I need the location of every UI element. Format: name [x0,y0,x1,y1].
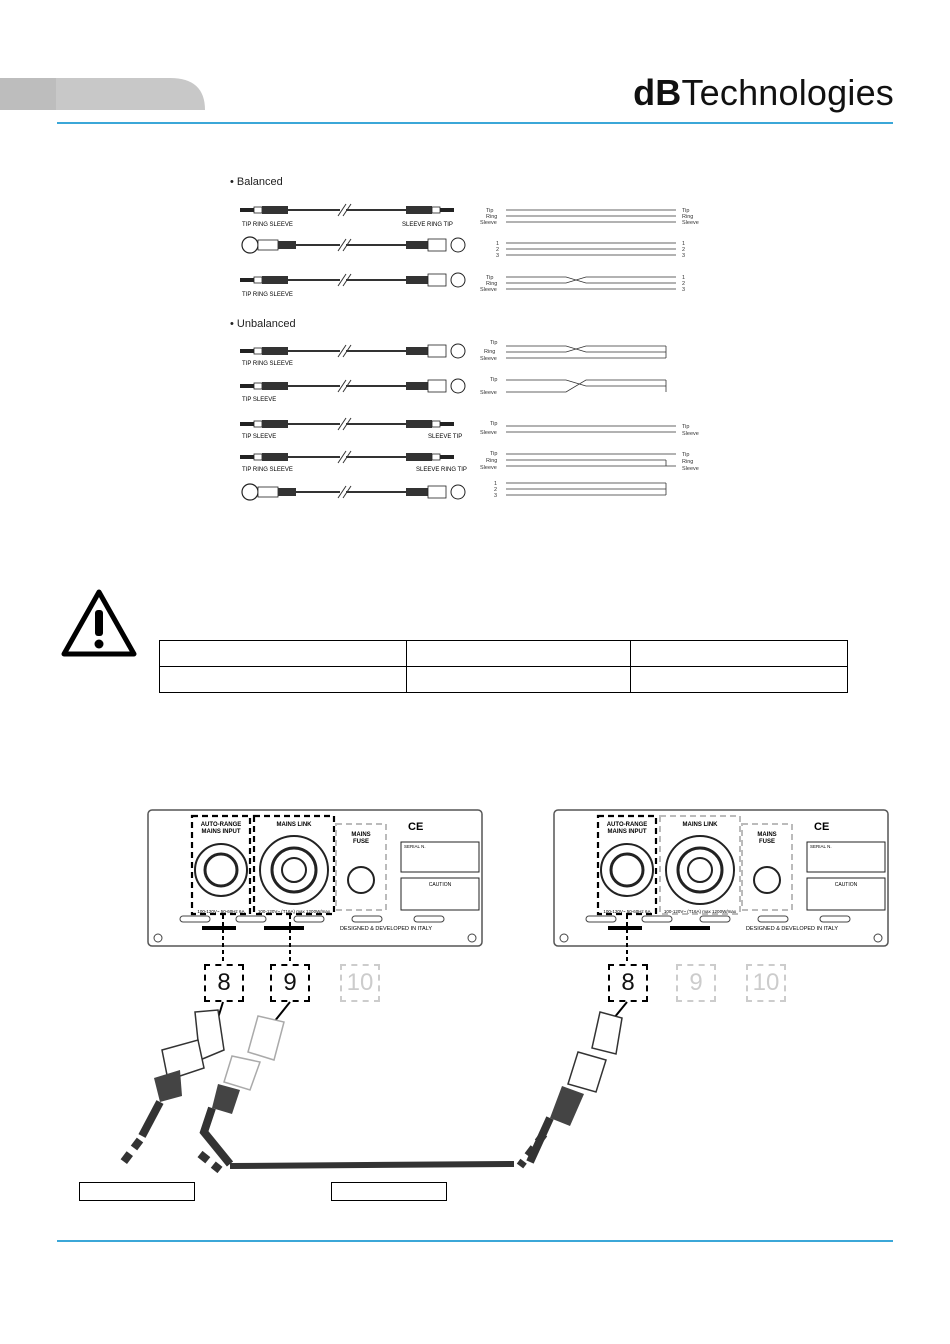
table-cell [407,641,631,667]
pin1-label-b3r: 1 [682,275,686,281]
sleeve-label-u1: Sleeve [480,356,497,362]
sleeve-label-u3r: Sleeve [682,431,699,437]
serial-text: SERIAL N. [810,844,832,849]
mains-link-text: MAINS LINK [276,822,312,828]
tip-label-u3r: Tip [682,424,690,430]
mains-text: MAINS [757,832,777,838]
table-cell [631,641,848,667]
tip-label-u2: Tip [490,377,498,383]
footer-rule [57,1240,893,1242]
tip-label-b3: Tip [486,275,494,281]
pin2-label-b2: 2 [496,247,500,253]
caution-text: CAUTION [834,882,858,888]
callout-9-left: 9 [270,964,310,1002]
callout-9-right: 9 [676,964,716,1002]
label-st-1: SLEEVE TIP [428,434,463,440]
fuse-text: FUSE [758,839,776,845]
sleeve-label-u3: Sleeve [480,430,497,436]
mains-text: MAINS [351,832,371,838]
sleeve-label-b1: Sleeve [480,220,497,226]
label-trs-3: TIP RING SLEEVE [242,361,293,367]
caution-text: CAUTION [428,882,452,888]
label-ts-1: TIP SLEEVE [242,397,277,403]
serial-text: SERIAL N. [404,844,426,849]
pin1-label-b2r: 1 [682,241,686,247]
callout-8-right: 8 [608,964,648,1002]
ring-label-u1: Ring [484,349,496,355]
pin1-label-b2: 1 [496,241,500,247]
tip-label-b1: Tip [486,208,494,214]
power-plug-right [550,1012,622,1126]
sleeve-label-b3: Sleeve [480,287,497,293]
label-srt-2: SLEEVE RING TIP [416,467,467,473]
spec-table [159,640,848,693]
ce-mark: CE [408,821,424,833]
table-cell [631,667,848,693]
pin2-label-u5: 2 [494,487,498,493]
ring-label-u4: Ring [486,458,498,464]
balanced-title: • Balanced [230,176,283,188]
cable-balanced-1 [240,204,454,216]
schematic-balanced [506,210,676,289]
pin3-label-u5: 3 [494,493,498,499]
label-trs-4: TIP RING SLEEVE [242,467,293,473]
designed-text: DESIGNED & DEVELOPED IN ITALY [745,926,839,932]
header-rule [57,122,893,124]
label-ts-2: TIP SLEEVE [242,434,277,440]
link-rating-text: 100-120V~ (T16A) max 1200W/max [257,909,331,914]
label-box-left [79,1182,195,1201]
wiring-diagrams [236,195,716,510]
auto-range-text: AUTO-RANGE [606,822,648,828]
cable-unbalanced-1 [240,344,465,358]
mains-input-text: MAINS INPUT [201,829,241,835]
ring-label-b1r: Ring [682,214,694,220]
designed-text: DESIGNED & DEVELOPED IN ITALY [339,926,433,932]
input-rating-text: 100-120V~ 50-60Hz 6A [603,909,651,914]
power-plug-left [154,1010,224,1102]
input-rating-text: 100-120V~ 50-60Hz 6A [197,909,245,914]
tip-label-u4: Tip [490,451,498,457]
cable-unbalanced-3 [240,418,454,430]
unbalanced-title: • Unbalanced [230,318,296,330]
mains-link-text: MAINS LINK [682,822,718,828]
auto-range-text: AUTO-RANGE [200,822,242,828]
cable-diagram [100,900,660,1200]
pin2-label-b3r: 2 [682,281,686,287]
label-box-center [331,1182,447,1201]
label-srt-1: SLEEVE RING TIP [402,222,453,228]
power-plug-link [212,1016,284,1114]
cable-unbalanced-5 [242,484,465,500]
cable-balanced-3 [240,273,465,287]
label-trs-2: TIP RING SLEEVE [242,292,293,298]
sleeve-label-u4: Sleeve [480,465,497,471]
table-cell [160,667,407,693]
schematic-unbalanced [506,346,676,495]
link-rating-text: 100-120V~ (T16A) max 1200W/max [663,909,737,914]
table-row [160,667,848,693]
pin3-label-b2r: 3 [682,253,686,259]
ring-label-b3: Ring [486,281,498,287]
tip-label-b1r: Tip [682,208,690,214]
tip-label-u4r: Tip [682,452,690,458]
mains-input-text: MAINS INPUT [607,829,647,835]
pin1-label-u5: 1 [494,481,498,487]
table-cell [160,641,407,667]
cable-unbalanced-2 [240,379,465,393]
callout-10-right: 10 [746,964,786,1002]
cable-unbalanced-4 [240,451,454,463]
fuse-text: FUSE [352,839,370,845]
callout-10-left: 10 [340,964,380,1002]
ring-label-b1: Ring [486,214,498,220]
header-tab-shape [0,78,205,110]
pin3-label-b3r: 3 [682,287,686,293]
cable-balanced-2 [242,237,465,253]
tip-label-u1: Tip [490,340,498,346]
tip-label-u3: Tip [490,421,498,427]
sleeve-label-b1r: Sleeve [682,220,699,226]
table-cell [407,667,631,693]
warning-icon [60,588,138,658]
brand-logo: dBTechnologies [633,72,894,113]
pin3-label-b2: 3 [496,253,500,259]
ce-mark: CE [814,821,830,833]
pin2-label-b2r: 2 [682,247,686,253]
sleeve-label-u4r: Sleeve [682,466,699,472]
sleeve-label-u2: Sleeve [480,390,497,396]
label-trs-1: TIP RING SLEEVE [242,222,293,228]
table-row [160,641,848,667]
ring-label-u4r: Ring [682,459,694,465]
callout-8-left: 8 [204,964,244,1002]
